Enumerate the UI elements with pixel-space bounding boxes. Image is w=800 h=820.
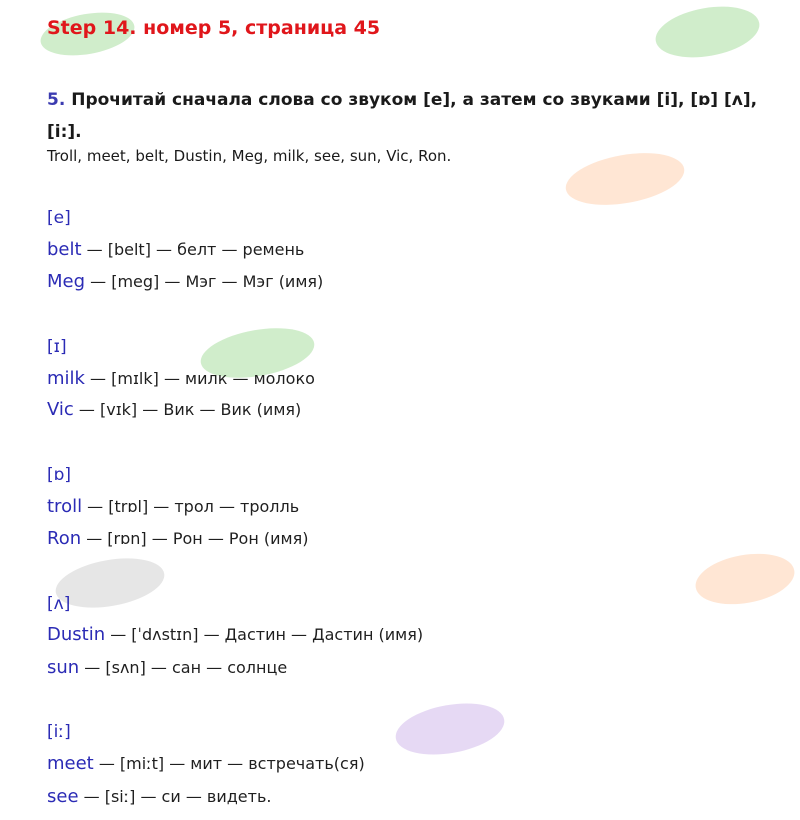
task-number: 5. [47,90,66,110]
entry-word: meet [47,753,94,774]
entry-translation: — [mɪlk] — милк — молоко [84,369,315,388]
entry-translation: — [vɪk] — Вик — Вик (имя) [73,400,302,419]
list-item [47,496,299,517]
list-item [47,239,304,260]
watermark-logo [652,0,764,65]
entry-word: see [47,786,79,807]
section-label-e: [e] [47,208,71,228]
entry-translation: — [trɒl] — трол — тролль [82,497,300,516]
watermark-logo [392,696,509,762]
entry-word: Meg [47,271,86,292]
list-item [47,368,315,389]
entry-word: troll [47,496,83,517]
section-label-short-i: [ɪ] [47,337,67,357]
entry-translation: — [siː] — си — видеть. [78,787,272,806]
list-item [47,753,365,774]
watermark-logo [562,145,689,213]
word-list: Troll, meet, belt, Dustin, Meg, milk, see, sun, Vic, Ron. [47,147,452,165]
watermark-logo [692,547,799,612]
section-label-short-o: [ɒ] [47,465,72,485]
entry-translation: — [ˈdʌstɪn] — Дастин — Дастин (имя) [105,625,424,644]
entry-translation: — [miːt] — мит — встречать(ся) [93,754,365,773]
entry-word: milk [47,368,85,389]
entry-translation: — [sʌn] — сан — солнце [79,658,288,677]
list-item [47,528,308,549]
list-item [47,399,301,420]
page-title: Step 14. номер 5, страница 45 [47,17,381,39]
task-statement [47,84,762,148]
entry-word: sun [47,657,80,678]
list-item [47,657,287,678]
entry-word: Vic [47,399,74,420]
entry-word: Ron [47,528,82,549]
section-label-wedge: [ʌ] [47,594,71,614]
entry-translation: — [meg] — Мэг — Мэг (имя) [85,272,324,291]
entry-translation: — [rɒn] — Рон — Рон (имя) [81,529,309,548]
list-item [47,624,423,645]
list-item [47,271,323,292]
section-label-long-i: [iː] [47,722,71,742]
list-item [47,786,271,807]
task-text: Прочитай сначала слова со звуком [e], а затем со звуками [i], [ɒ] [ʌ], [i:]. [47,90,758,142]
entry-word: Dustin [47,624,106,645]
entry-translation: — [belt] — белт — ремень [81,240,305,259]
entry-word: belt [47,239,82,260]
